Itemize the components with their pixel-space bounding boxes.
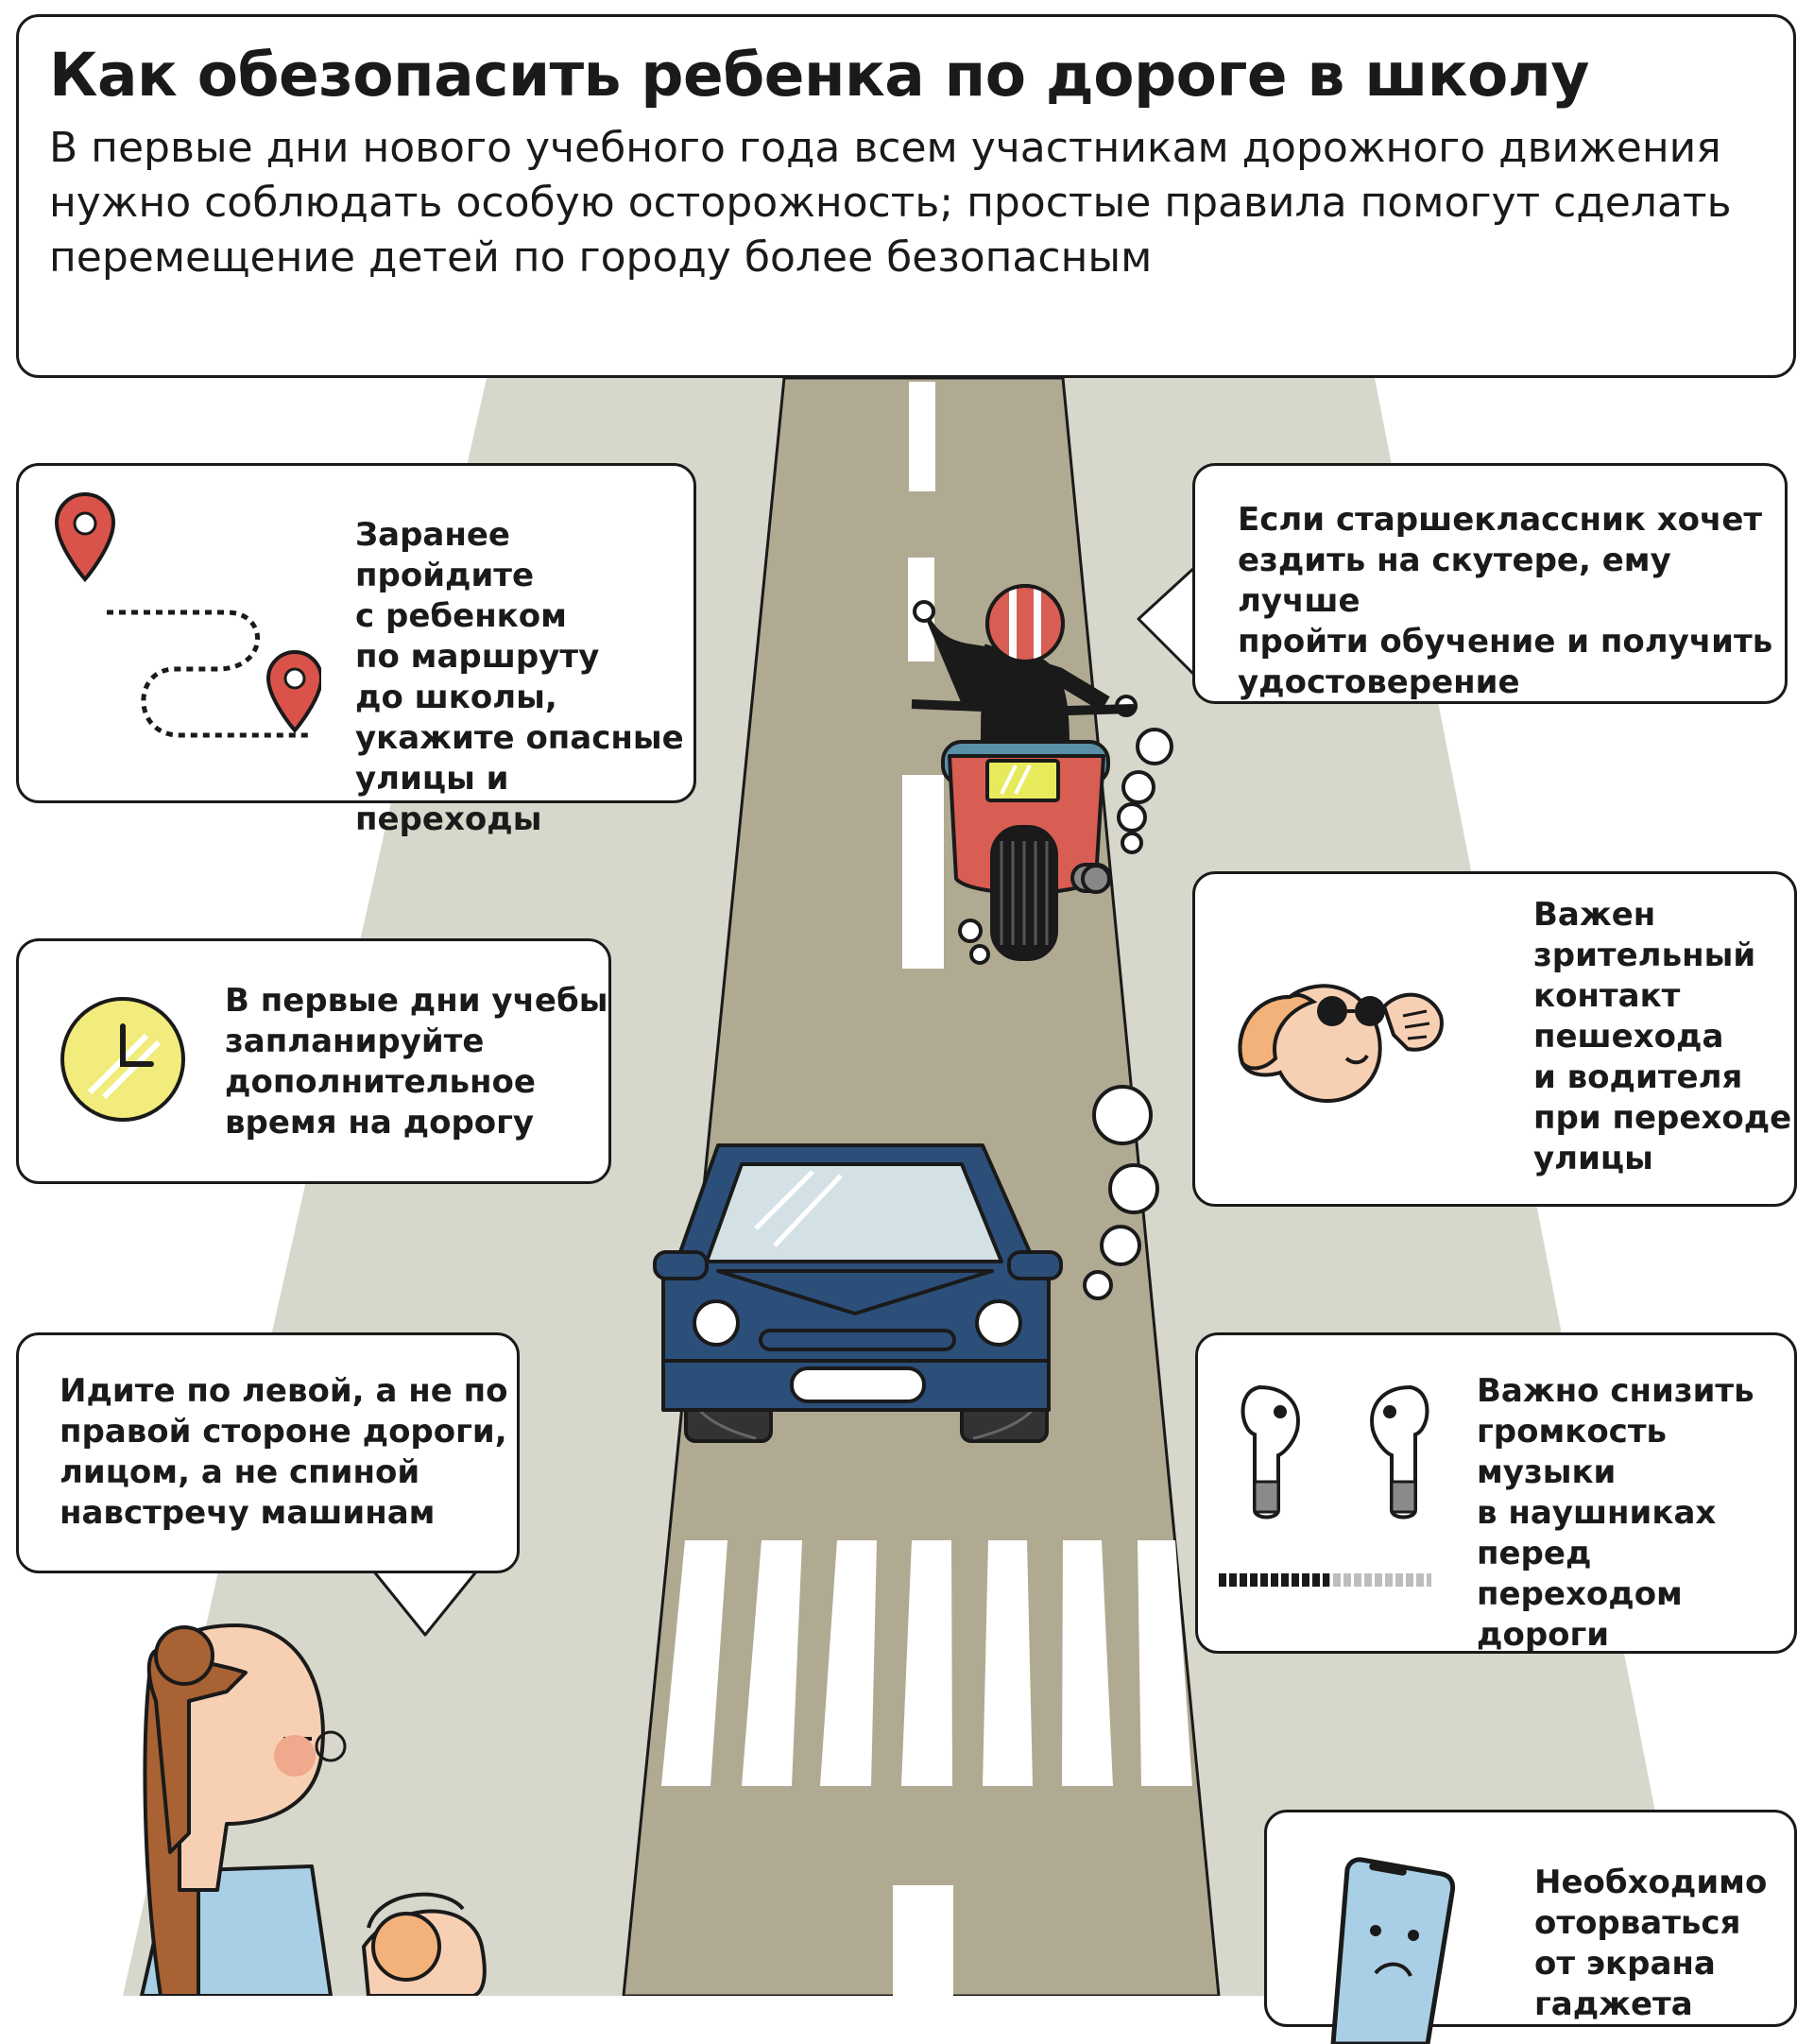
map-pin-icon <box>38 490 321 773</box>
tip-screen-text: Необходимо оторваться от экрана гаджета <box>1534 1864 1768 2023</box>
tip-left-side-card <box>16 1332 520 1573</box>
tip-left-side-text: Идите по левой, а не по правой стороне дороги, лицом, а не спиной навстречу машинам <box>60 1372 508 1532</box>
tip-screen-card <box>1264 1810 1797 2027</box>
tip-time-card <box>16 938 611 1184</box>
face-sunglasses-icon <box>1233 969 1460 1120</box>
tip-music-text: Важно снизить громкость музыки в наушниках перед переходом дороги <box>1477 1372 1754 1654</box>
tip-scooter-text: Если старшеклассник хочет ездить на скутере, ему лучше пройти обучение и получить удостоверение <box>1238 501 1773 701</box>
tip-route-text: Заранее пройдите с ребенком по маршруту до школы, укажите опасные улицы и переходы <box>355 516 684 838</box>
tip-route-card <box>16 463 696 838</box>
volume-level-fill <box>1219 1573 1329 1587</box>
page-subtitle: В первые дни нового учебного года всем участникам дорожного движения нужно соблюдать особую осторожность; простые правила помогут сделать перемещение детей по городу более безопасным <box>49 124 1732 283</box>
header-box <box>16 14 1796 378</box>
tip-music-card <box>1195 1332 1797 1654</box>
tip-time-text: В первые дни учебы запланируйте дополнительное время на дорогу <box>225 982 608 1142</box>
tip-scooter-card <box>1192 463 1788 704</box>
page-title: Как обезопасить ребенка по дороге в школу <box>49 41 1589 110</box>
clock-icon <box>57 993 189 1125</box>
car-icon <box>655 1145 1061 1441</box>
volume-bar <box>1219 1573 1431 1587</box>
smartphone-icon <box>1324 1855 1456 2044</box>
tip-eye-contact-card <box>1192 871 1797 1207</box>
tip-eye-contact-text: Важен зрительный контакт пешехода и водителя при переходе улицы <box>1533 896 1792 1177</box>
earbuds-icon <box>1231 1378 1477 1548</box>
